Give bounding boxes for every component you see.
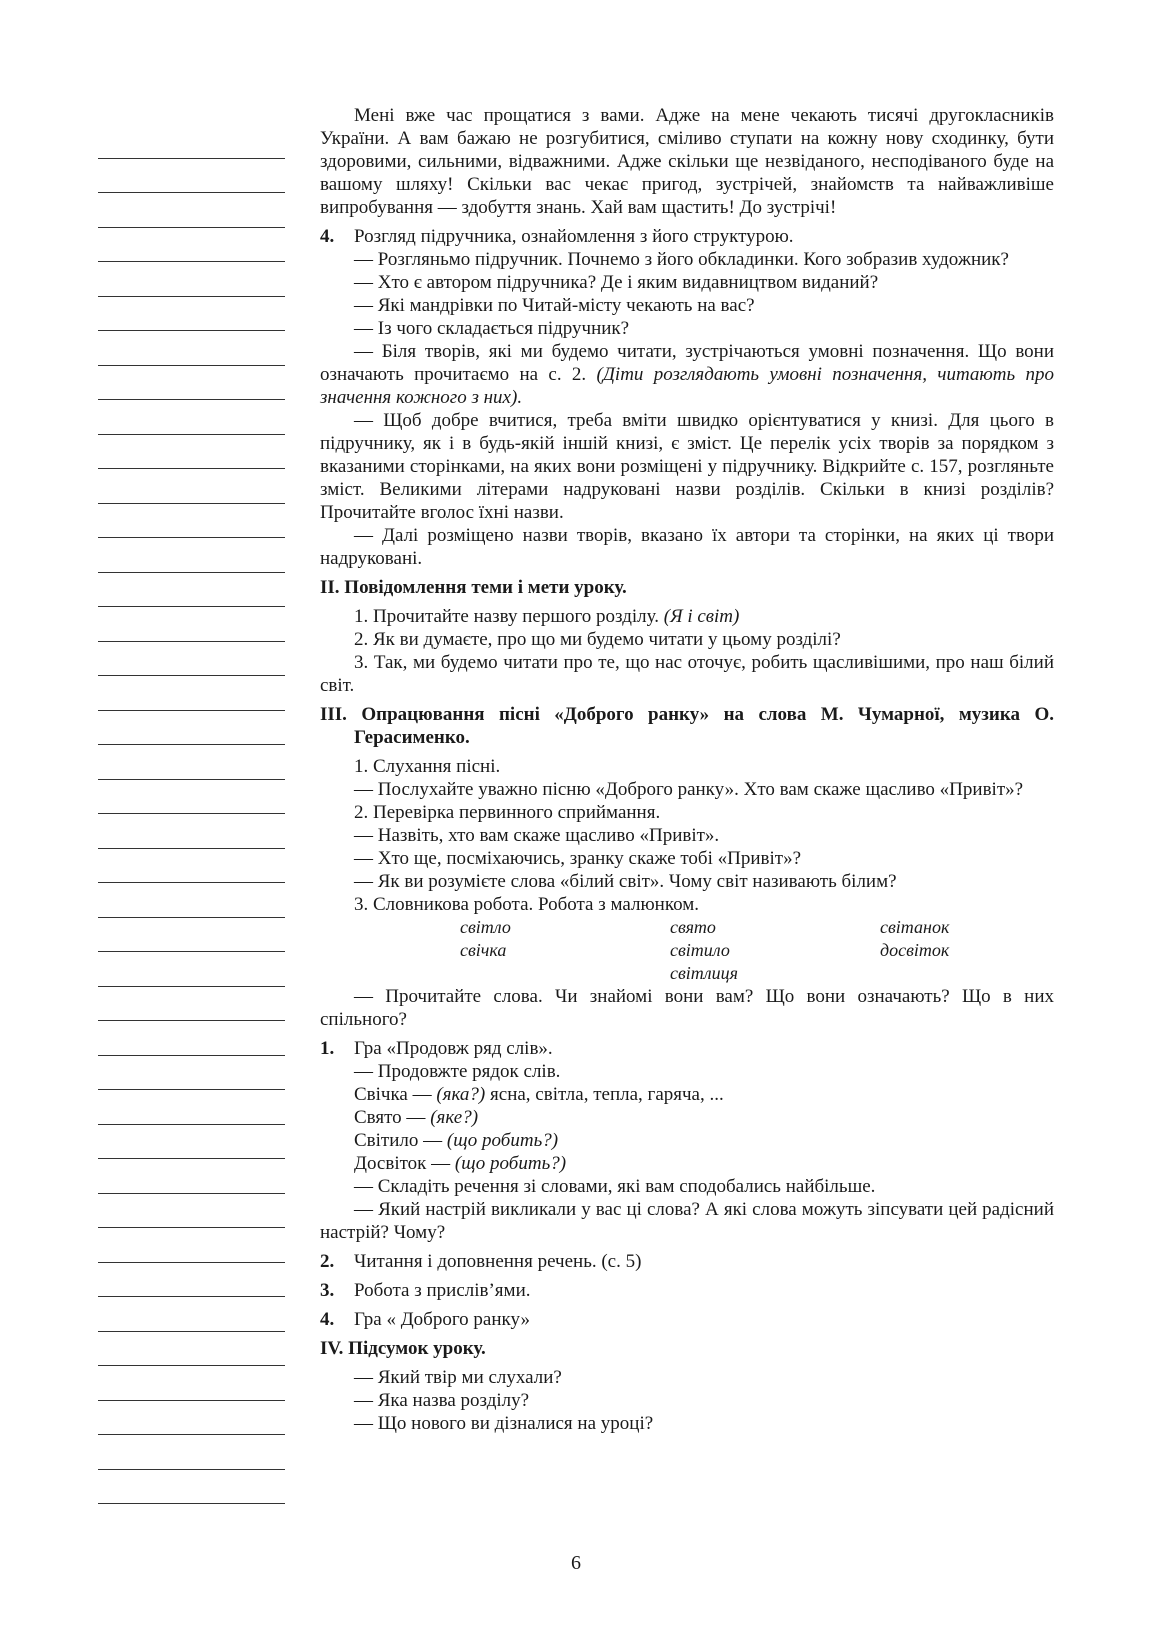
note-lines xyxy=(98,124,285,1504)
list-item: 1. Прочитайте назву першого розділу. (Я і світ) xyxy=(354,606,740,627)
numbered-item: 2. Читання і доповнення речень. (с. 5) xyxy=(320,1251,642,1272)
note-line xyxy=(98,1435,285,1470)
page-number: 6 xyxy=(571,1552,581,1574)
list-item: 2. Перевірка первинного сприймання. xyxy=(354,802,661,823)
note-line xyxy=(98,1470,285,1505)
list-item: 3. Словникова робота. Робота з малюнком. xyxy=(354,894,700,915)
question: — Що нового ви дізналися на уроці? xyxy=(354,1413,654,1434)
vocab-word xyxy=(460,962,670,985)
numbered-item: 3. Робота з прислів’ями. xyxy=(320,1280,531,1301)
question: — Біля творів, які ми будемо читати, зустрічаються умовні позначення. Що вони означають прочитаємо на с. 2. (Діти розглядають умовні позначення, читають про значення кожного з них). xyxy=(320,341,1055,408)
game-title: 1. Гра «Продовж ряд слів». xyxy=(320,1038,553,1059)
note-line xyxy=(98,538,285,573)
list-item: 3. Так, ми будемо читати про те, що нас оточує, робить щасливішими, про наш білий світ. xyxy=(320,652,1054,696)
question: — Прочитайте слова. Чи знайомі вони вам? Що вони означають? Що в них спільного? xyxy=(320,986,1054,1030)
section-2-title: II. Повідомлення теми і мети уроку. xyxy=(320,577,627,598)
vocab-word: світло xyxy=(460,917,511,937)
note-line xyxy=(98,607,285,642)
note-line xyxy=(98,159,285,194)
question: — Як ви розумієте слова «білий світ». Чому світ називають білим? xyxy=(354,871,897,892)
note-line xyxy=(98,642,285,677)
question: — Який настрій викликали у вас ці слова? А які слова можуть зіпсувати цей радісний настрій? Чому? xyxy=(320,1199,1054,1243)
question: — Послухайте уважно пісню «Доброго ранку». Хто вам скаже щасливо «Привіт»? xyxy=(354,779,1024,800)
note-line xyxy=(98,987,285,1022)
note-line xyxy=(98,1297,285,1332)
note-line xyxy=(98,814,285,849)
note-line xyxy=(98,435,285,470)
note-line xyxy=(98,849,285,884)
section-3-title: III. Опрацювання пісні «Доброго ранку» на слова М. Чумарної, музика О. Герасименко. xyxy=(320,704,1054,748)
question: — Далі розміщено назви творів, вказано їх автори та сторінки, на яких ці твори надруковані. xyxy=(320,525,1054,569)
list-item: 2. Як ви думаєте, про що ми будемо читати у цьому розділі? xyxy=(354,629,841,650)
question: — Хто є автором підручника? Де і яким видавництвом виданий? xyxy=(354,272,879,293)
vocab-word: досвіток xyxy=(880,940,950,960)
game-row: Досвіток — (що робить?) xyxy=(354,1153,567,1174)
vocab-word: світлиця xyxy=(670,963,739,983)
vocab-word: світило xyxy=(670,940,730,960)
note-line xyxy=(98,504,285,539)
intro-paragraph: Мені вже час прощатися з вами. Адже на мене чекають тисячі другокласників України. А вам бажаю не розгубитися, сміливо ступати на кожну нову сходинку, бути здоровими, сильними, відважними. Адже скільки ще незвіданого, несподіваного буде на вашому шляху! Скільки вас чекає пригод, зустрічей, знайомств та найважливіше випробування — здобуття знань. Хай вам щастить! До зустрічі! xyxy=(320,105,1054,218)
note-line xyxy=(98,228,285,263)
note-line xyxy=(98,1056,285,1091)
numbered-item: 4. Гра « Доброго ранку» xyxy=(320,1309,530,1330)
list-item: 1. Слухання пісні. xyxy=(354,756,501,777)
note-line xyxy=(98,193,285,228)
note-line xyxy=(98,400,285,435)
question: — Хто ще, посміхаючись, зранку скаже тобі «Привіт»? xyxy=(354,848,802,869)
note-line xyxy=(98,1090,285,1125)
question: — Розгляньмо підручник. Почнемо з його обкладинки. Кого зобразив художник? xyxy=(354,249,1009,270)
note-line xyxy=(98,469,285,504)
question: — Продовжте рядок слів. xyxy=(354,1061,561,1082)
question: — Яка назва розділу? xyxy=(354,1390,530,1411)
question: — Щоб добре вчитися, треба вміти швидко орієнтуватися у книзі. Для цього в підручнику, як і в будь-якій іншій книзі, є зміст. Це перелік усіх творів за порядком з вказаними сторінками, на яких вони розміщені у підручнику. Відкрийте с. 157, розгляньте зміст. Великими літерами надруковані назви розділів. Скільки в книзі розділів? Прочитайте вголос їхні назви. xyxy=(320,410,1054,523)
note-line xyxy=(98,1228,285,1263)
section-4-title: 4. Розгляд підручника, ознайомлення з його структурою. xyxy=(320,226,794,247)
question: — Який твір ми слухали? xyxy=(354,1367,562,1388)
note-line xyxy=(98,1159,285,1194)
note-line xyxy=(98,1021,285,1056)
note-line xyxy=(98,1194,285,1229)
note-line xyxy=(98,1125,285,1160)
note-line xyxy=(98,952,285,987)
note-line xyxy=(98,918,285,953)
question: — Які мандрівки по Читай-місту чекають на вас? xyxy=(354,295,755,316)
question: — Назвіть, хто вам скаже щасливо «Привіт». xyxy=(354,825,720,846)
section-4-summary-title: IV. Підсумок уроку. xyxy=(320,1338,486,1359)
question: — Із чого складається підручник? xyxy=(354,318,630,339)
note-line xyxy=(98,1263,285,1298)
note-line xyxy=(98,1366,285,1401)
question: — Складіть речення зі словами, які вам сподобались найбільше. xyxy=(354,1176,876,1197)
note-line xyxy=(98,331,285,366)
vocab-word: свічка xyxy=(460,940,507,960)
note-line xyxy=(98,573,285,608)
note-line xyxy=(98,711,285,746)
note-line xyxy=(98,745,285,780)
note-line xyxy=(98,124,285,159)
vocab-word: світанок xyxy=(880,917,950,937)
vocab-word: свято xyxy=(670,917,716,937)
game-row: Свято — (яке?) xyxy=(354,1107,479,1128)
lesson-content xyxy=(320,104,1054,1435)
note-line xyxy=(98,297,285,332)
note-line xyxy=(98,780,285,815)
note-line xyxy=(98,676,285,711)
vocab-word xyxy=(880,962,1080,985)
vocabulary-words xyxy=(320,916,1054,985)
note-line xyxy=(98,366,285,401)
game-row: Свічка — (яка?) ясна, світла, тепла, гаряча, ... xyxy=(354,1084,724,1105)
note-line xyxy=(98,1401,285,1436)
game-row: Світило — (що робить?) xyxy=(354,1130,559,1151)
note-line xyxy=(98,1332,285,1367)
note-line xyxy=(98,262,285,297)
note-line xyxy=(98,883,285,918)
